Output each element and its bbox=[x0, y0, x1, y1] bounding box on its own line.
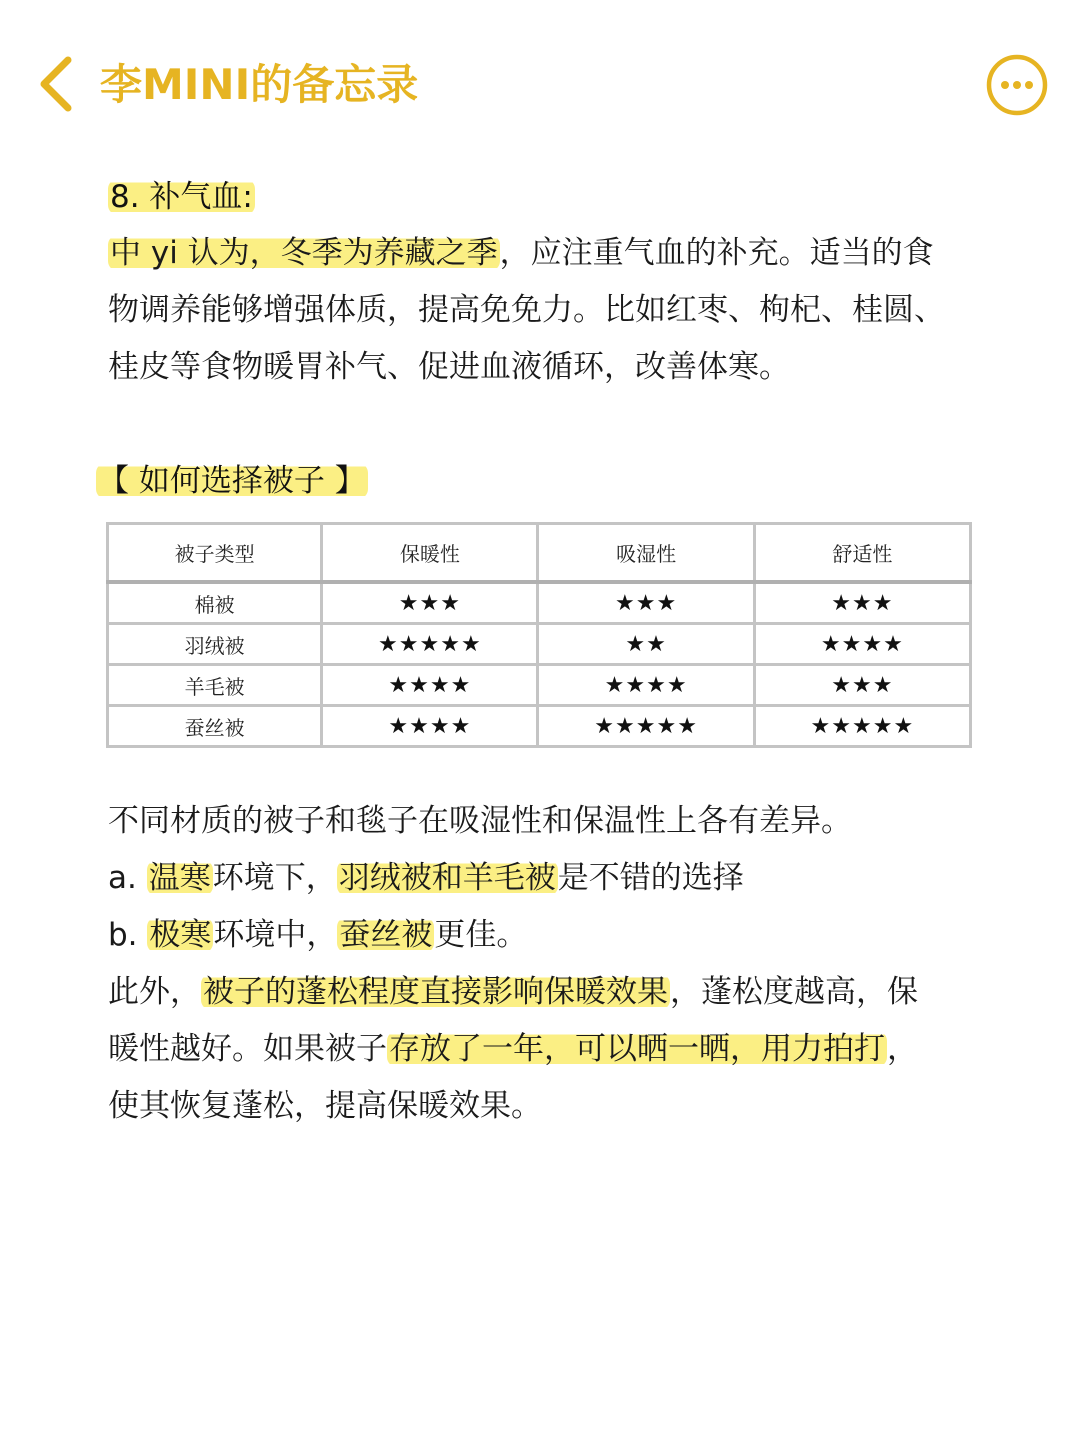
quilt-type-cell: 羽绒被 bbox=[108, 624, 322, 665]
back-button[interactable] bbox=[30, 52, 90, 116]
rating-cell: ★★★★ bbox=[322, 665, 538, 706]
body-line-3: 桂皮等食物暖胃补气、促进血液循环，改善体寒。 bbox=[108, 349, 790, 385]
notes-body bbox=[108, 793, 988, 1135]
highlight-text: 极寒 bbox=[149, 917, 212, 953]
rating-cell: ★★★★ bbox=[538, 665, 754, 706]
rating-cell: ★★★★★ bbox=[754, 706, 970, 747]
body-text: 暖性越好。如果被子 bbox=[108, 1031, 387, 1067]
highlight-text: 中 yi 认为，冬季为养藏之季 bbox=[110, 235, 498, 271]
highlight-text: 存放了一年，可以晒一晒，用力拍打 bbox=[389, 1031, 885, 1067]
notes-item-a bbox=[108, 850, 988, 907]
table-row bbox=[108, 665, 971, 706]
section-body bbox=[108, 225, 988, 396]
section-title-text: 8. 补气血: bbox=[110, 179, 253, 215]
quilt-comparison-table bbox=[106, 522, 972, 748]
rating-cell: ★★ bbox=[538, 624, 754, 665]
highlight-text: 羽绒被和羊毛被 bbox=[338, 860, 556, 896]
more-button[interactable] bbox=[984, 52, 1050, 118]
column-header: 吸湿性 bbox=[538, 524, 754, 583]
rating-cell: ★★★★★ bbox=[322, 624, 538, 665]
highlight-text: 被子的蓬松程度直接影响保暖效果 bbox=[203, 974, 668, 1010]
body-text: 环境中， bbox=[213, 917, 338, 953]
rating-cell: ★★★ bbox=[322, 582, 538, 624]
table-row bbox=[108, 706, 971, 747]
body-text: 环境下， bbox=[212, 860, 337, 896]
item-prefix: a. bbox=[108, 860, 147, 896]
quilt-type-cell: 棉被 bbox=[108, 582, 322, 624]
body-text: ，蓬松度越高，保 bbox=[670, 974, 918, 1010]
body-line-2: 物调养能够增强体质，提高免免力。比如红枣、枸杞、桂圆、 bbox=[108, 292, 945, 328]
highlight-text: 蚕丝被 bbox=[339, 917, 433, 953]
notes-intro: 不同材质的被子和毯子在吸湿性和保温性上各有差异。 bbox=[108, 803, 852, 839]
column-header: 保暖性 bbox=[322, 524, 538, 583]
table-row bbox=[108, 582, 971, 624]
table-row bbox=[108, 624, 971, 665]
column-header: 舒适性 bbox=[754, 524, 970, 583]
app-title: 李MINI的备忘录 bbox=[100, 60, 419, 109]
body-line-1 bbox=[108, 225, 988, 282]
body-text: ，应注重气血的补充。适当的食 bbox=[499, 235, 934, 271]
top-bar bbox=[0, 0, 1080, 170]
rating-cell: ★★★★★ bbox=[538, 706, 754, 747]
quilt-type-cell: 羊毛被 bbox=[108, 665, 322, 706]
body-text: 此外， bbox=[108, 974, 201, 1010]
notes-para-line-1 bbox=[108, 964, 988, 1021]
rating-cell: ★★★★ bbox=[322, 706, 538, 747]
rating-cell: ★★★ bbox=[538, 582, 754, 624]
quilt-type-cell: 蚕丝被 bbox=[108, 706, 322, 747]
chevron-left-icon bbox=[30, 52, 90, 116]
body-text: 是不错的选择 bbox=[557, 860, 744, 896]
rating-cell: ★★★ bbox=[754, 582, 970, 624]
ellipsis-circle-icon bbox=[984, 52, 1050, 118]
quilt-heading-text: 【 如何选择被子 】 bbox=[98, 463, 366, 499]
column-header: 被子类型 bbox=[108, 524, 322, 583]
section-title bbox=[108, 170, 255, 224]
rating-cell: ★★★ bbox=[754, 665, 970, 706]
rating-cell: ★★★★ bbox=[754, 624, 970, 665]
quilt-heading bbox=[96, 454, 368, 508]
notes-item-b bbox=[108, 907, 988, 964]
highlight-text: 温寒 bbox=[148, 860, 211, 896]
notes-para-line-2 bbox=[108, 1021, 988, 1078]
body-text: 更佳。 bbox=[434, 917, 528, 953]
item-prefix: b. bbox=[108, 917, 148, 953]
body-text: ， bbox=[887, 1031, 918, 1067]
table-header-row bbox=[108, 524, 971, 583]
notes-para-line-3: 使其恢复蓬松，提高保暖效果。 bbox=[108, 1088, 542, 1124]
